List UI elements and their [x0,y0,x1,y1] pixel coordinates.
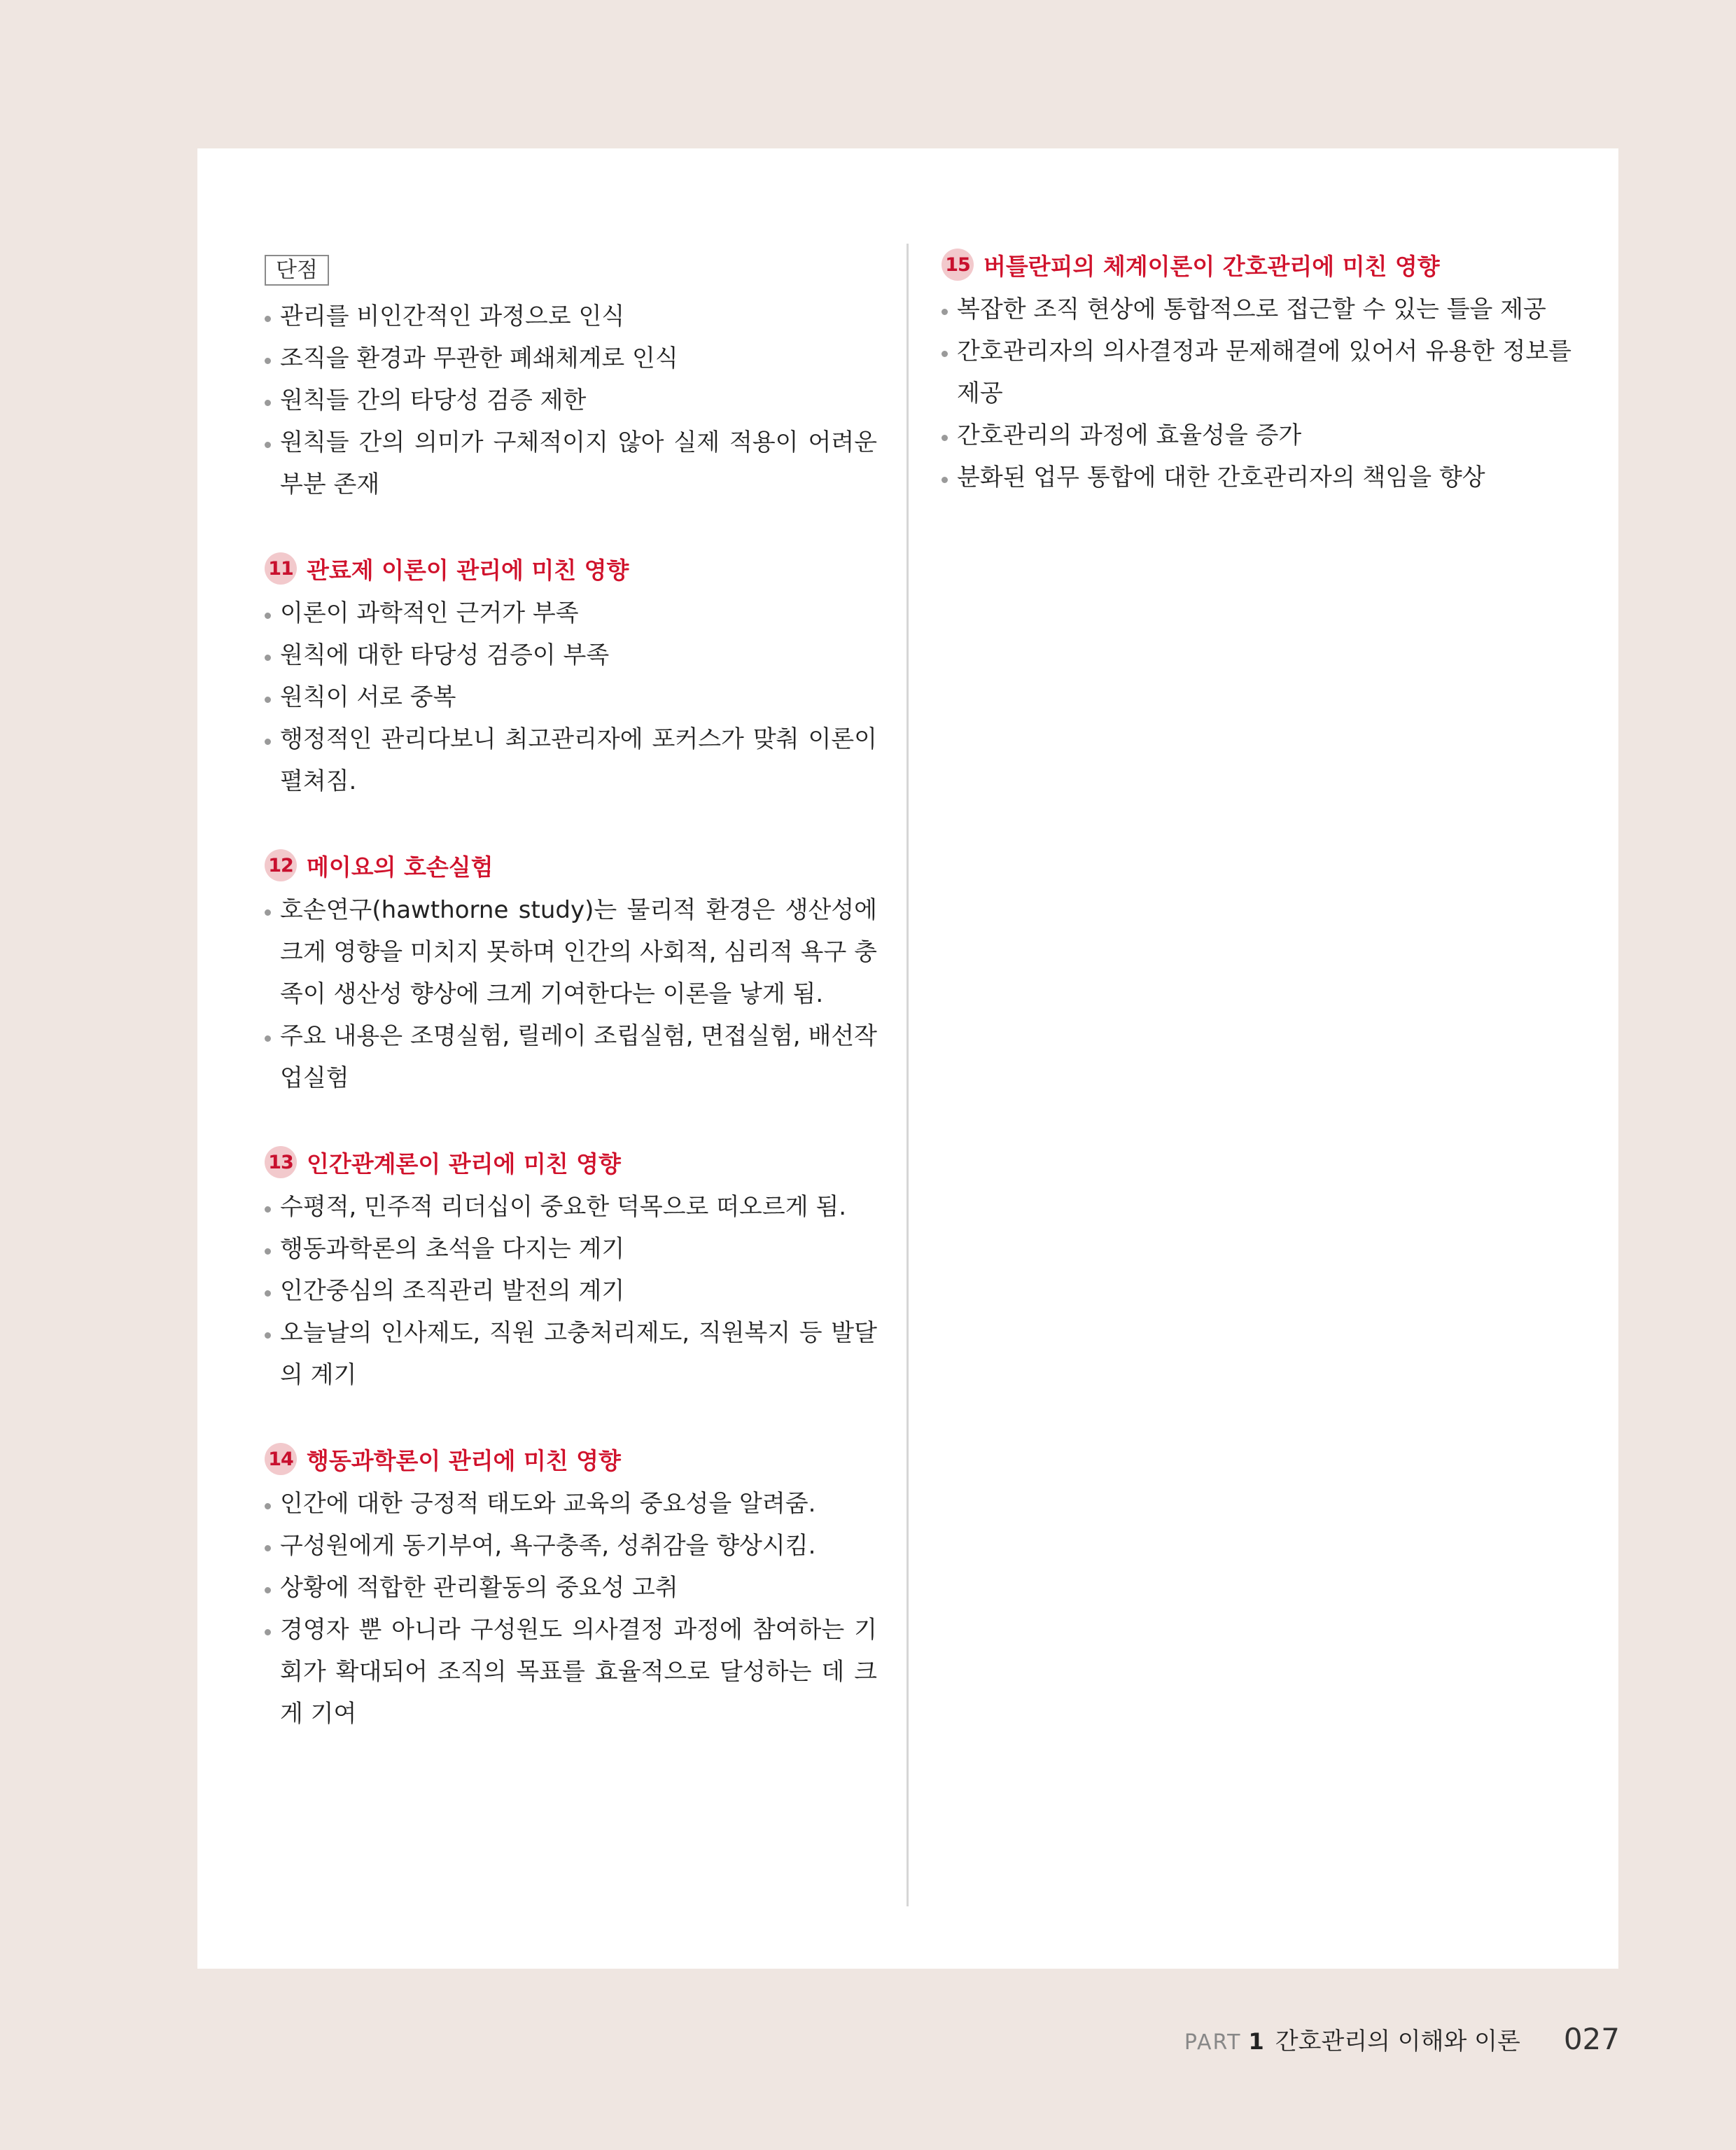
page-number: 027 [1563,2022,1620,2056]
disadvantage-list [265,295,877,505]
list-item: 원칙에 대한 타당성 검증이 부족 [265,634,877,676]
list-item: 행정적인 관리다보니 최고관리자에 포커스가 맞춰 이론이 펼쳐짐. [265,718,877,802]
part-number: 1 [1248,2028,1264,2055]
section-title: 인간관계론이 관리에 미친 영향 [307,1150,621,1178]
section-number-badge: 11 [265,552,297,585]
right-column [941,244,1572,540]
section-14 [265,1438,877,1735]
section-15 [941,244,1572,498]
section-heading [265,1141,877,1183]
section-number-badge: 13 [265,1146,297,1178]
list-item: 인간에 대한 긍정적 태도와 교육의 중요성을 알려줌. [265,1483,877,1525]
list-item: 조직을 환경과 무관한 폐쇄체계로 인식 [265,337,877,379]
section-title: 관료제 이론이 관리에 미친 영향 [307,556,629,584]
list-item: 오늘날의 인사제도, 직원 고충처리제도, 직원복지 등 발달의 계기 [265,1312,877,1396]
page-footer [1184,2022,1620,2056]
list-item: 인간중심의 조직관리 발전의 계기 [265,1270,877,1312]
section-title: 메이요의 호손실험 [307,853,493,881]
list-item: 복잡한 조직 현상에 통합적으로 접근할 수 있는 틀을 제공 [941,288,1572,330]
list-item: 원칙들 간의 타당성 검증 제한 [265,379,877,421]
list-item: 호손연구(hawthorne study)는 물리적 환경은 생산성에 크게 영향을 미치지 못하며 인간의 사회적, 심리적 욕구 충족이 생산성 향상에 크게 기여한다는 이론을 낳게 됨. [265,889,877,1015]
list-item: 간호관리자의 의사결정과 문제해결에 있어서 유용한 정보를 제공 [941,330,1572,414]
list-item: 이론이 과학적인 근거가 부족 [265,592,877,634]
section-heading [265,1438,877,1480]
section-number-badge: 15 [941,249,974,281]
section-heading [265,547,877,589]
disadvantage-tag: 단점 [265,255,329,286]
disadvantage-block [265,255,877,505]
section-list [265,592,877,802]
section-title: 행동과학론이 관리에 미친 영향 [307,1446,621,1474]
left-column [265,255,877,1777]
list-item: 경영자 뿐 아니라 구성원도 의사결정 과정에 참여하는 기회가 확대되어 조직의 목표를 효율적으로 달성하는 데 크게 기여 [265,1609,877,1735]
chapter-title: 간호관리의 이해와 이론 [1275,2027,1520,2055]
section-number-badge: 14 [265,1443,297,1475]
section-11 [265,547,877,802]
section-title: 버틀란피의 체계이론이 간호관리에 미친 영향 [983,252,1440,280]
section-12 [265,844,877,1099]
list-item: 구성원에게 동기부여, 욕구충족, 성취감을 향상시킴. [265,1525,877,1567]
list-item: 분화된 업무 통합에 대한 간호관리자의 책임을 향상 [941,456,1572,498]
list-item: 주요 내용은 조명실험, 릴레이 조립실험, 면접실험, 배선작업실험 [265,1015,877,1099]
section-list [941,288,1572,498]
section-number-badge: 12 [265,849,297,881]
section-list [265,1483,877,1735]
list-item: 원칙이 서로 중복 [265,676,877,718]
column-divider [906,244,909,1906]
section-list [265,889,877,1099]
section-list [265,1186,877,1396]
section-heading [941,244,1572,286]
list-item: 원칙들 간의 의미가 구체적이지 않아 실제 적용이 어려운 부분 존재 [265,421,877,505]
section-13 [265,1141,877,1396]
list-item: 행동과학론의 초석을 다지는 계기 [265,1228,877,1270]
list-item: 상황에 적합한 관리활동의 중요성 고취 [265,1567,877,1609]
section-heading [265,844,877,886]
list-item: 수평적, 민주적 리더십이 중요한 덕목으로 떠오르게 됨. [265,1186,877,1228]
list-item: 관리를 비인간적인 과정으로 인식 [265,295,877,337]
part-label: PART [1184,2030,1242,2055]
list-item: 간호관리의 과정에 효율성을 증가 [941,414,1572,456]
